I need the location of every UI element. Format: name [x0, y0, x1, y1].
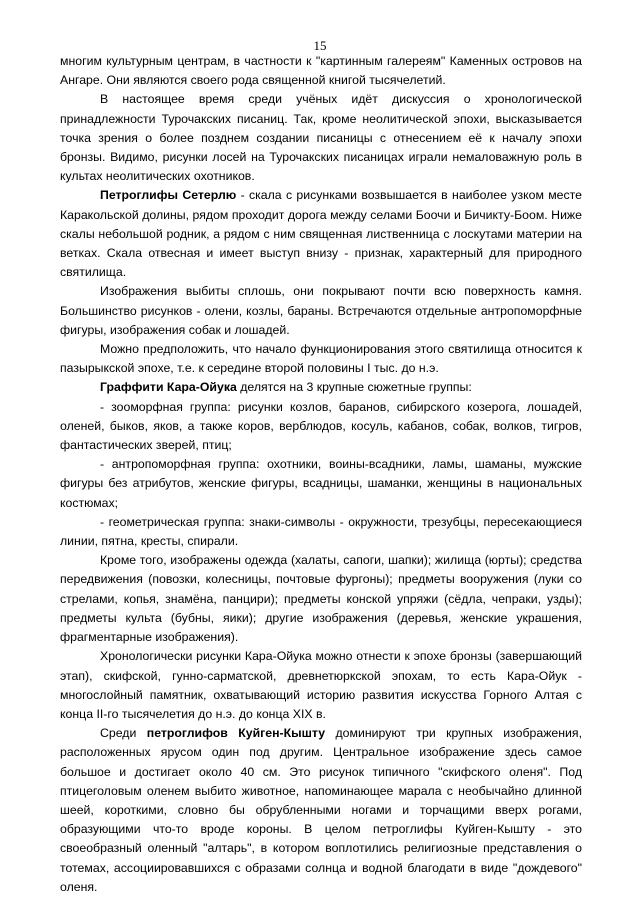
paragraph-images: Изображения выбиты сплошь, они покрывают почти всю поверхность камня. Большинство рисунков - олени, козлы, бараны. Встречаются отдельные антропоморфные фигуры, изображения собак и лошадей. [60, 284, 582, 337]
paragraph-seterlyu-text: - скала с рисунками возвышается в наиболее узком месте Каракольской долины, рядом проходит дорога между селами Боочи и Бичикту-Боом. Ниже скалы небольшой родник, а рядом с ним священная лиственница с лоскутами материи на ветках. Скала отвесная и имеет выступ внизу - признак, характерный для природного святилища. [60, 188, 582, 280]
paragraph-kara-oyuk-text: делятся на 3 крупные сюжетные группы: [236, 380, 472, 395]
heading-kuygen-kyshtu: петроглифов Куйген-Кышту [146, 726, 326, 741]
paragraph-dating: Можно предположить, что начало функционирования этого святилища относится к пазырыкской эпохе, т.е. к середине второй половины I тыс. до н.э. [60, 342, 582, 376]
paragraph-continuation: многим культурным центрам, в частности к "картинным галереям" Каменных островов на Ангаре. Они являются своего рода священной книгой тысячелетий. [60, 54, 582, 88]
page-number: 15 [313, 38, 327, 53]
list-item-anthropomorphic: - антропоморфная группа: охотники, воины-всадники, ламы, шаманы, мужские фигуры без атрибутов, женские фигуры, всадницы, шаманки, женщины в национальных костюмах; [60, 457, 582, 510]
paragraph-kara-oyuk-chronology: Хронологически рисунки Кара-Ойука можно отнести к эпохе бронзы (завершающий этап), скифской, гунно-сарматской, древнетюркской эпохам, то есть Кара-Ойук - многослойный памятник, охватывающий историю развития искусства Горного Алтая с конца II-го тысячелетия до н.э. до конца XIX в. [60, 649, 582, 721]
list-item-zoomorphic: - зооморфная группа: рисунки козлов, баранов, сибирского козерога, лошадей, оленей, быков, яков, а также коров, верблюдов, косуль, кабанов, собак, волков, тигров, фантастических зверей, птиц; [60, 399, 582, 453]
document-body [60, 52, 582, 897]
paragraph-seterlyu [60, 186, 582, 282]
paragraph-other-images: Кроме того, изображены одежда (халаты, сапоги, шапки); жилища (юрты); средства передвижения (повозки, колесницы, почтовые фургоны); предметы вооружения (луки со стрелами, копья, знамёна, панцири); предметы конской упряжи (сёдла, чепраки, узды); предметы культа (бубны, яики); другие изображения (деревья, женские украшения, фрагментарные изображения). [60, 553, 582, 645]
heading-kara-oyuk: Граффити Кара-Ойука [100, 380, 237, 395]
list-item-geometric: - геометрическая группа: знаки-символы - окружности, трезубцы, пересекающиеся линии, пятна, кресты, спирали. [60, 514, 582, 549]
heading-seterlyu: Петроглифы Сетерлю [100, 188, 237, 203]
paragraph-kuygen-kyshtu [60, 724, 582, 897]
paragraph-chronology: В настоящее время среди учёных идёт дискуссия о хронологической принадлежности Турочакских писаниц. Так, кроме неолитической эпохи, высказывается точка зрения о более позднем создании писаницы с отнесением её к началу эпохи бронзы. Видимо, рисунки лосей на Турочакских писаницах играли немаловажную роль в культах неолитических охотников. [60, 92, 582, 184]
paragraph-kuygen-kyshtu-text: доминируют три крупных изображения, расположенных ярусом один под другим. Центральное изображение здесь самое большое и достигает около 40 см. Это рисунок типичного "скифского оленя". Под птицеголовым оленем выбито животное, напоминающее марала с необычайно длинной шеей, короткими, словно бы обрубленными ногами и торчащими вверх рогами, образующими что-то вроде короны. В целом петроглифы Куйген-Кышту - это своеобразный оленный "алтарь", в котором воплотились религиозные представления о тотемах, ассоциировавшихся с образами солнца и водной благодати в виде "дождевого" оленя. [60, 726, 582, 894]
paragraph-kuygen-kyshtu-lead: Среди [100, 726, 147, 741]
paragraph-kara-oyuk [60, 378, 582, 397]
